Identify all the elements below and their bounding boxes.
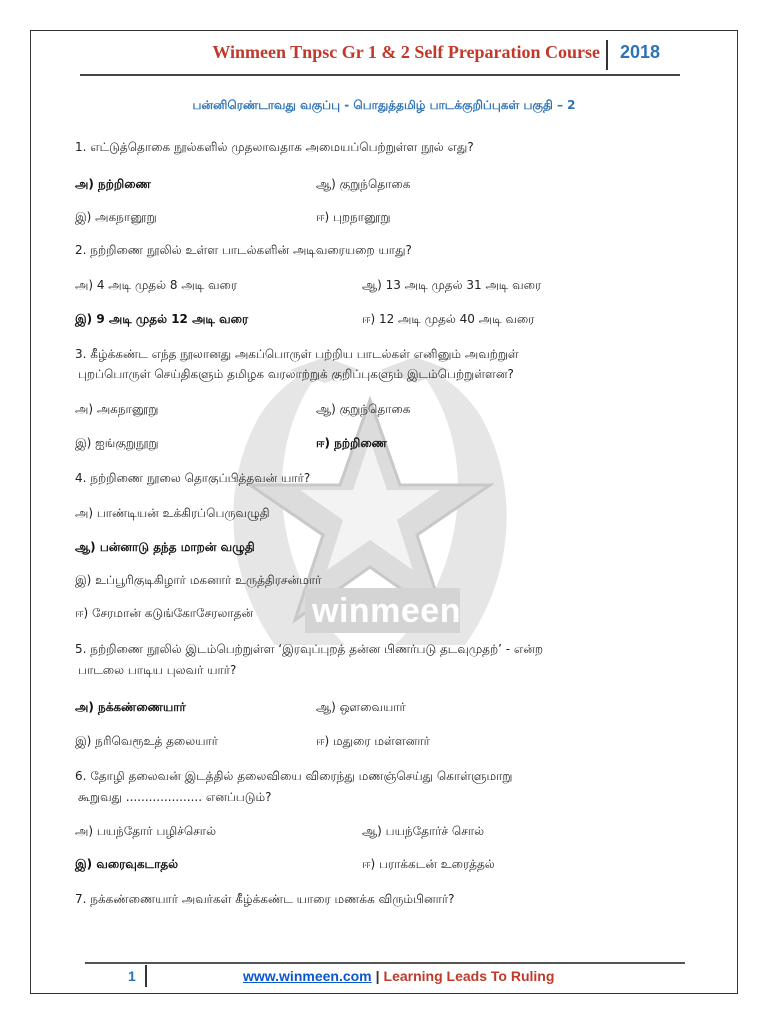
- q2-option-b: ஆ) 13 அடி முதல் 31 அடி வரை: [362, 278, 542, 292]
- q5-option-d: ஈ) மதுரை மள்ளனார்: [316, 734, 430, 748]
- page-header: [80, 40, 680, 72]
- question-1: 1. எட்டுத்தொகை நூல்களில் முதலாவதாக அமையப்பெற்றுள்ள நூல் எது?: [75, 140, 474, 154]
- question-3-line-1: 3. கீழ்க்கண்ட எந்த நூலானது அகப்பொருள் பற்றிய பாடல்கள் எனினும் அவற்றுள்: [75, 347, 519, 361]
- q6-option-a: அ) பயந்தோர் பழிச்சொல்: [75, 824, 217, 838]
- question-6-line-1: 6. தோழி தலைவன் இடத்தில் தலைவியை விரைந்து மணஞ்செய்து கொள்ளுமாறு: [75, 769, 513, 783]
- footer-divider: [145, 965, 147, 987]
- q3-option-b: ஆ) குறுந்தொகை: [316, 402, 411, 416]
- question-7: 7. நக்கண்ணையார் அவர்கள் கீழ்க்கண்ட யாரை மணக்க விரும்பினார்?: [75, 892, 455, 906]
- question-6-line-2: கூறுவது .................... எனப்படும்?: [78, 790, 272, 804]
- q1-option-b: ஆ) குறுந்தொகை: [316, 177, 411, 191]
- q4-option-b: ஆ) பன்னாடு தந்த மாறன் வழுதி: [75, 540, 255, 554]
- q1-option-d: ஈ) புறநானூறு: [316, 210, 391, 224]
- section-title: பன்னிரெண்டாவது வகுப்பு - பொதுத்தமிழ் பாடக்குறிப்புகள் பகுதி – 2: [192, 98, 576, 112]
- watermark-text: winmeen: [312, 592, 461, 630]
- question-3-line-2: புறப்பொருள் செய்திகளும் தமிழக வரலாற்றுக் குறிப்புகளும் இடம்பெற்றுள்ளன?: [78, 367, 514, 381]
- q4-option-c: இ) உப்பூரிகுடிகிழார் மகனார் உருத்திரசன்மார்: [75, 573, 322, 587]
- question-4: 4. நற்றிணை நூலை தொகுப்பித்தவன் யார்?: [75, 471, 311, 485]
- q6-option-b: ஆ) பயந்தோர்ச் சொல்: [362, 824, 485, 838]
- question-5-line-2: பாடலை பாடிய புலவர் யார்?: [78, 663, 237, 677]
- question-5-line-1: 5. நற்றிணை நூலில் இடம்பெற்றுள்ள ‘இரவுப்புறத் தன்ன பிணர்படு தடவுமுதற்’ - என்ற: [75, 642, 544, 656]
- footer: [243, 968, 554, 984]
- footer-tagline: Learning Leads To Ruling: [383, 968, 555, 984]
- course-title: Winmeen Tnpsc Gr 1 & 2 Self Preparation Course: [212, 42, 600, 62]
- footer-separator: |: [375, 968, 380, 984]
- header-rule: [80, 74, 680, 76]
- q5-option-b: ஆ) ஔவையார்: [316, 700, 406, 714]
- q2-option-a: அ) 4 அடி முதல் 8 அடி வரை: [75, 278, 238, 292]
- website-link[interactable]: www.winmeen.com: [243, 968, 372, 984]
- header-divider: [606, 40, 608, 70]
- question-2: 2. நற்றிணை நூலில் உள்ள பாடல்களின் அடிவரையறை யாது?: [75, 243, 412, 257]
- q4-option-d: ஈ) சேரமான் கடுங்கோசேரலாதன்: [75, 606, 254, 620]
- q6-option-d: ஈ) பராக்கடன் உரைத்தல்: [362, 857, 495, 871]
- q2-option-d: ஈ) 12 அடி முதல் 40 அடி வரை: [362, 312, 535, 326]
- q4-option-a: அ) பாண்டியன் உக்கிரப்பெருவழுதி: [75, 506, 270, 520]
- q3-option-a: அ) அகநானூறு: [75, 402, 159, 416]
- q3-option-d: ஈ) நற்றிணை: [316, 436, 387, 450]
- q5-option-c: இ) நரிவெரூஉத் தலையார்: [75, 734, 219, 748]
- footer-rule: [85, 962, 685, 964]
- q5-option-a: அ) நக்கண்ணையார்: [75, 700, 186, 714]
- q2-option-c: இ) 9 அடி முதல் 12 அடி வரை: [75, 312, 249, 326]
- q1-option-c: இ) அகநானூறு: [75, 210, 157, 224]
- q1-option-a: அ) நற்றிணை: [75, 177, 151, 191]
- page-number: 1: [128, 968, 136, 984]
- q3-option-c: இ) ஐங்குறுநூறு: [75, 436, 159, 450]
- header-year: 2018: [619, 42, 660, 62]
- q6-option-c: இ) வரைவுகடாதல்: [75, 857, 179, 871]
